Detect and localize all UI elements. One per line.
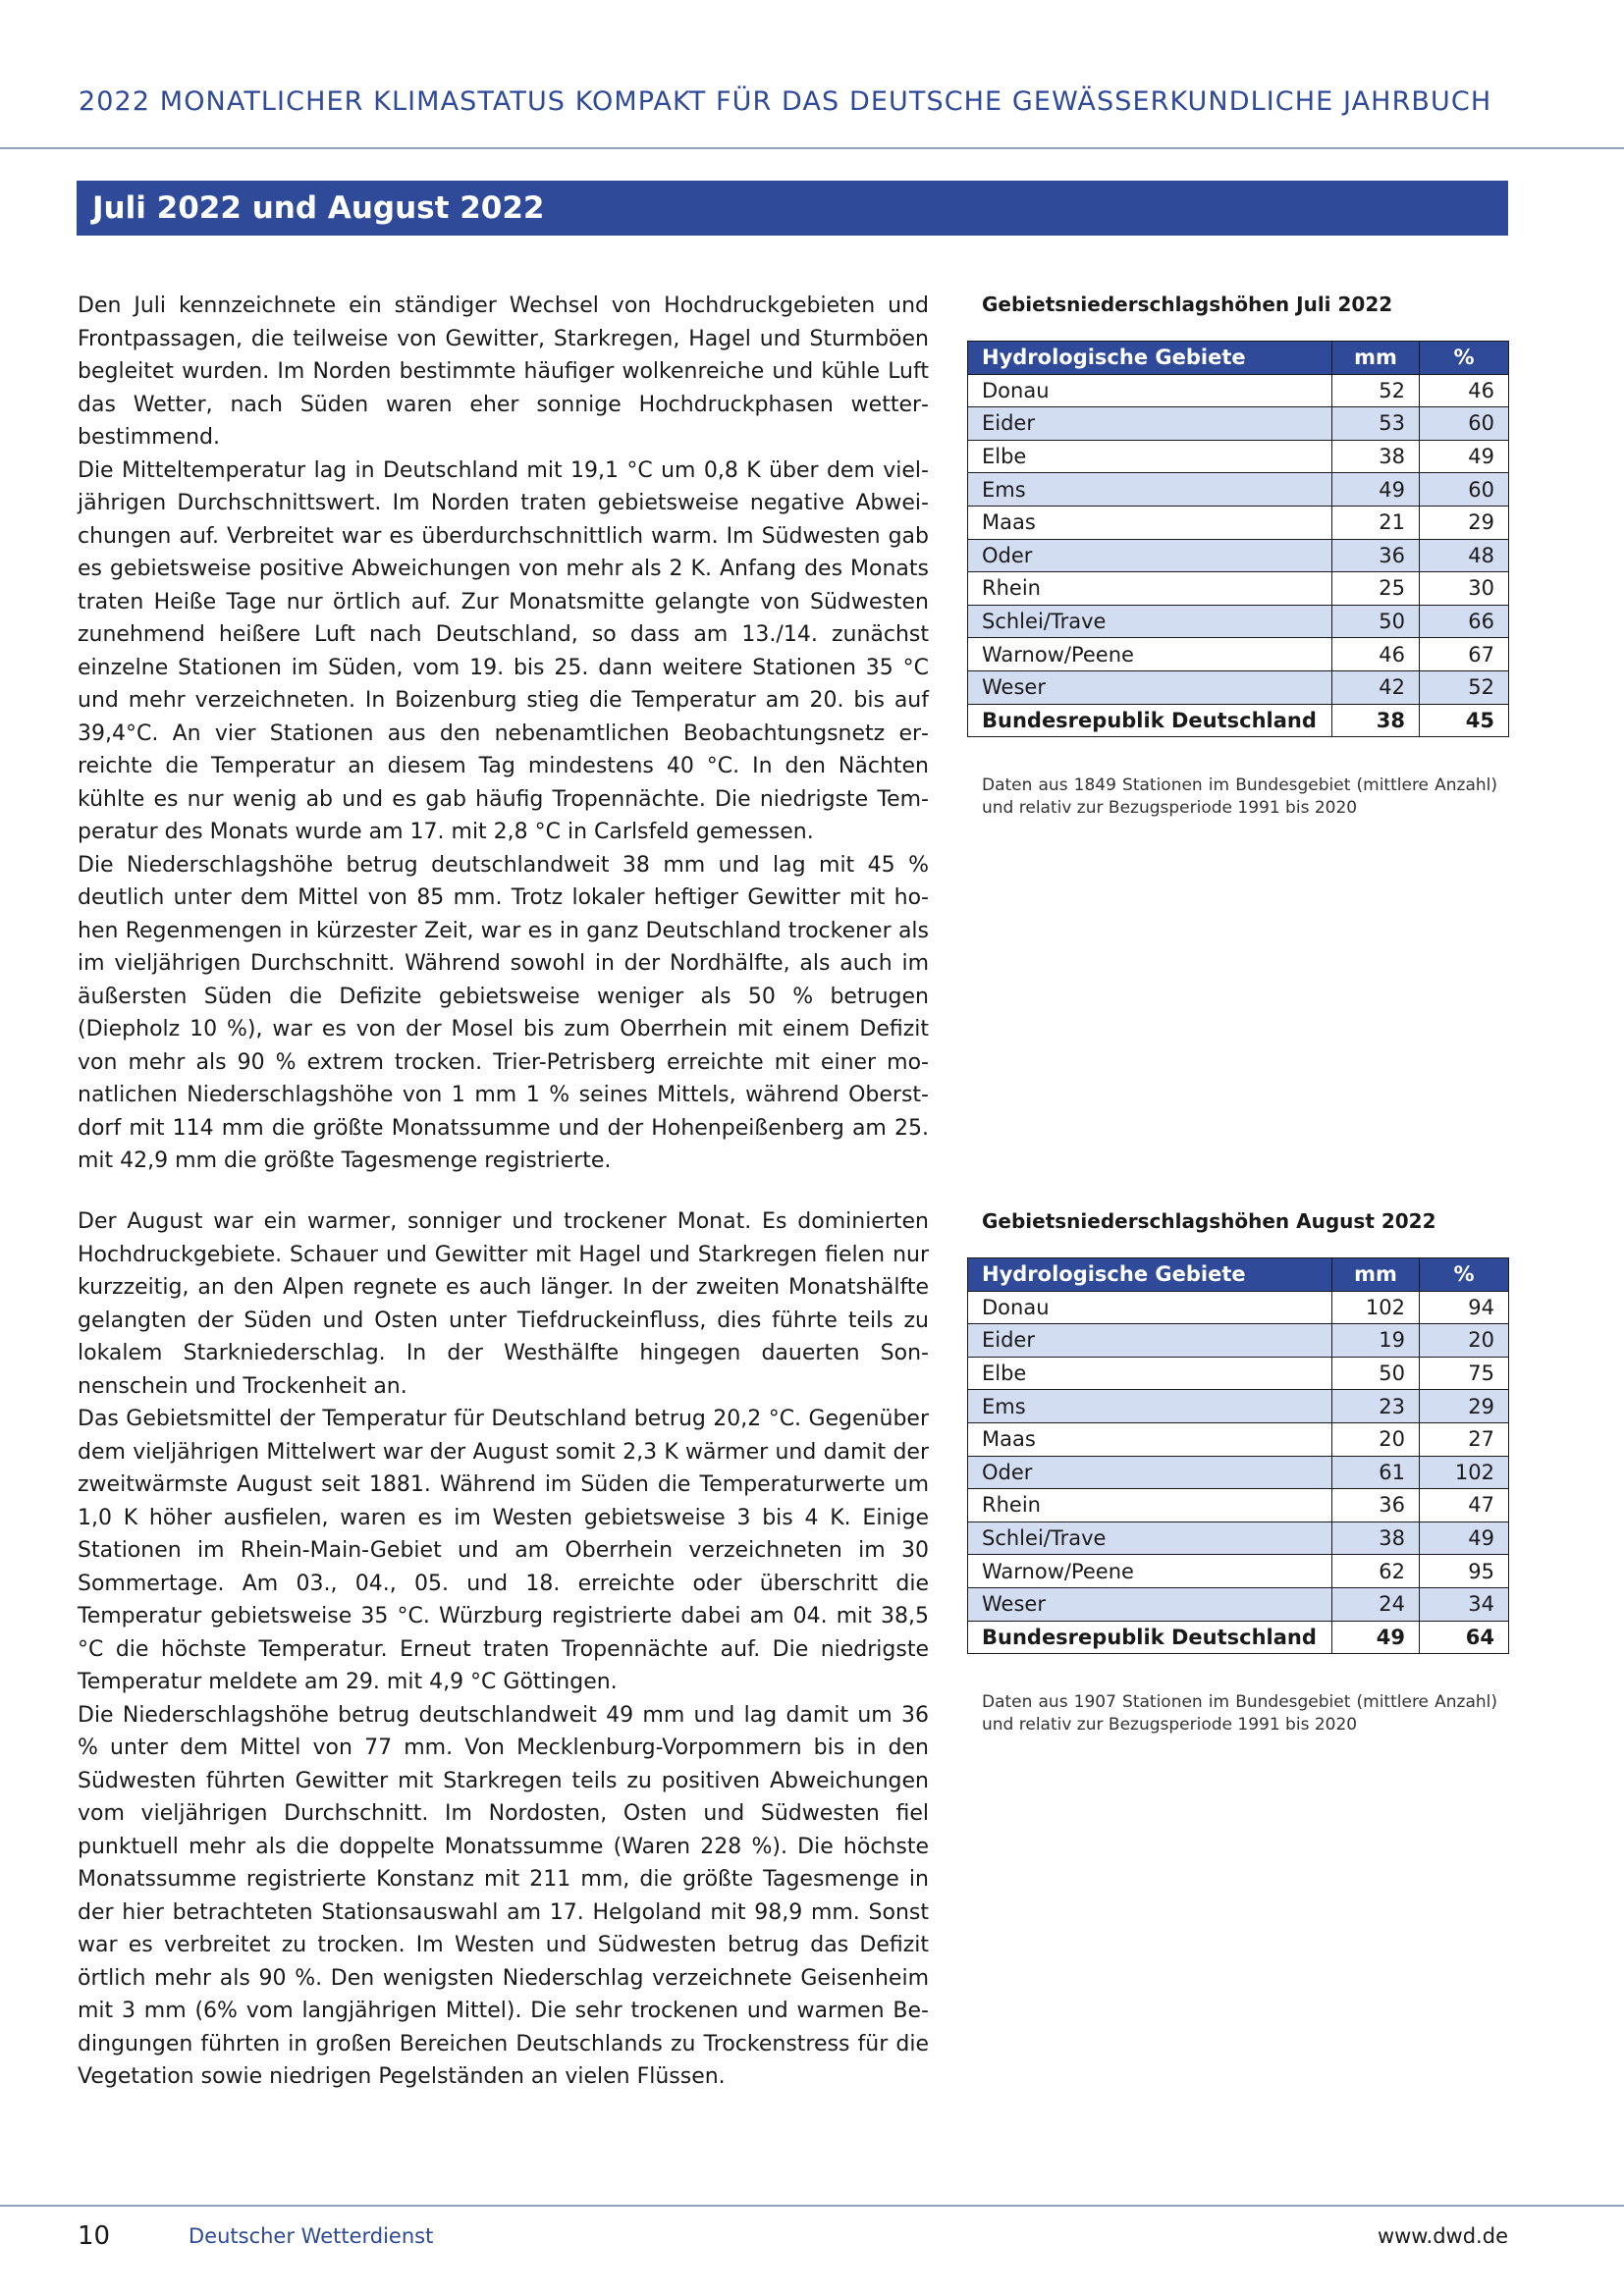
mm-cell: 102	[1332, 1291, 1420, 1324]
section-title-banner: Juli 2022 und August 2022	[77, 181, 1508, 236]
mm-cell: 53	[1332, 407, 1420, 441]
area-cell: Maas	[968, 1422, 1332, 1456]
column-header-area: Hydrologische Gebiete	[968, 342, 1332, 375]
area-cell: Ems	[968, 1390, 1332, 1423]
mm-cell: 52	[1332, 374, 1420, 407]
mm-cell: 50	[1332, 605, 1420, 638]
area-cell: Ems	[968, 473, 1332, 507]
mm-cell: 42	[1332, 670, 1420, 704]
table-row	[968, 374, 1509, 407]
area-cell: Schlei/Trave	[968, 1522, 1332, 1555]
mm-cell: 61	[1332, 1456, 1420, 1489]
table-header-row	[968, 1258, 1509, 1292]
august-paragraph: Die Niederschlagshöhe betrug deutschlandweit 49 mm und lag damit um 36 % unter dem Mittel von 77 mm. Von Mecklenburg-Vorpommern bis in den Südwesten führten Gewitter mit Starkregen teils zu positiven Abweichungen vom vieljährigen Durchschnitt. Im Nordosten, Osten und Südwesten fiel punktuell mehr als die doppelte Monatssumme (Waren 228 %). Die höchste Monatssumme registrierte Konstanz mit 211 mm, die größte Tagesmenge in der hier betrachteten Stationsauswahl am 17. Helgoland mit 98,9 mm. Sonst war es verbreitet zu trocken. Im Westen und Südwesten betrug das Defizit örtlich mehr als 90 %. Den wenigsten Niederschlag verzeichnete Geisenheim mit 3 mm (6% vom langjährigen Mittel). Die sehr trockenen und warmen Bedingungen führten in großen Bereichen Deutschlands zu Trockenstress für die Vegetation sowie niedrigen Pegelständen an vielen Flüssen.	[78, 1702, 929, 2089]
percent-cell: 20	[1420, 1324, 1509, 1358]
table-row	[968, 1422, 1509, 1456]
percent-cell: 66	[1420, 605, 1509, 638]
area-cell: Weser	[968, 670, 1332, 704]
july-table-note: Daten aus 1849 Stationen im Bundesgebiet (mittlere Anzahl) und relativ zur Bezugsperiode 1991 bis 2020	[982, 775, 1497, 818]
mm-cell: 49	[1332, 1621, 1420, 1654]
table-row	[968, 1587, 1509, 1621]
running-header-title: 2022 MONATLICHER KLIMASTATUS KOMPAKT FÜR DAS DEUTSCHE GEWÄSSERKUNDLICHE JAHRBUCH	[79, 86, 1492, 117]
percent-cell: 60	[1420, 407, 1509, 441]
percent-cell: 46	[1420, 374, 1509, 407]
percent-cell: 60	[1420, 473, 1509, 507]
percent-cell: 34	[1420, 1587, 1509, 1621]
percent-cell: 47	[1420, 1489, 1509, 1522]
area-cell: Rhein	[968, 572, 1332, 606]
percent-cell: 64	[1420, 1621, 1509, 1654]
area-cell: Bundesrepublik Deutschland	[968, 704, 1332, 737]
percent-cell: 29	[1420, 1390, 1509, 1423]
mm-cell: 21	[1332, 506, 1420, 539]
percent-cell: 95	[1420, 1555, 1509, 1588]
table-row	[968, 407, 1509, 441]
percent-cell: 49	[1420, 1522, 1509, 1555]
area-cell: Schlei/Trave	[968, 605, 1332, 638]
percent-cell: 75	[1420, 1357, 1509, 1390]
area-cell: Donau	[968, 374, 1332, 407]
august-paragraph: Das Gebietsmittel der Temperatur für Deutschland betrug 20,2 °C. Gegenüber dem vieljährigen Mittelwert war der August somit 2,3 K wärmer und damit der zweitwärmste August seit 1881. Während im Süden die Temperaturwerte um 1,0 K höher ausfielen, waren es im Westen gebietsweise 3 bis 4 K. Einige Stationen im Rhein-Main-Gebiet und am Oberrhein verzeichneten im 30 Sommertage. Am 03., 04., 05. und 18. erreichte oder überschritt die Temperatur gebietsweise 35 °C. Würzburg registrierte dabei am 04. mit 38,5 °C die höchste Temperatur. Erneut traten Tropennächte auf. Die niedrigste Temperatur meldete am 29. mit 4,9 °C Göttingen.	[78, 1407, 929, 1694]
percent-cell: 67	[1420, 638, 1509, 671]
august-text	[78, 1205, 929, 2094]
table-row	[968, 670, 1509, 704]
august-table-title: Gebietsniederschlagshöhen August 2022	[982, 1209, 1436, 1233]
area-cell: Donau	[968, 1291, 1332, 1324]
percent-cell: 48	[1420, 539, 1509, 572]
table-row	[968, 1324, 1509, 1358]
area-cell: Bundesrepublik Deutschland	[968, 1621, 1332, 1654]
column-header-percent: %	[1420, 1258, 1509, 1292]
area-cell: Rhein	[968, 1489, 1332, 1522]
july-precipitation-table	[967, 341, 1509, 737]
mm-cell: 46	[1332, 638, 1420, 671]
table-row	[968, 473, 1509, 507]
table-total-row	[968, 1621, 1509, 1654]
mm-cell: 50	[1332, 1357, 1420, 1390]
percent-cell: 49	[1420, 440, 1509, 473]
percent-cell: 27	[1420, 1422, 1509, 1456]
area-cell: Eider	[968, 407, 1332, 441]
mm-cell: 38	[1332, 1522, 1420, 1555]
mm-cell: 24	[1332, 1587, 1420, 1621]
area-cell: Elbe	[968, 440, 1332, 473]
column-header-percent: %	[1420, 342, 1509, 375]
mm-cell: 38	[1332, 440, 1420, 473]
mm-cell: 20	[1332, 1422, 1420, 1456]
august-paragraph: Der August war ein warmer, sonniger und trockener Monat. Es dominierten Hochdruckgebiete. Schauer und Gewitter mit Hagel und Starkregen fielen nur kurzzeitig, an den Alpen regnete es auch länger. In der zweiten Monatshälfte gelangten der Süden und Osten unter Tiefdruckeinfluss, dies führte teils zu lokalem Starkniederschlag. In der Westhälfte hingegen dauerten Sonnenschein und Trockenheit an.	[78, 1209, 929, 1399]
percent-cell: 30	[1420, 572, 1509, 606]
table-row	[968, 1489, 1509, 1522]
area-cell: Warnow/Peene	[968, 1555, 1332, 1588]
table-row	[968, 1522, 1509, 1555]
column-header-mm: mm	[1332, 342, 1420, 375]
july-table-title: Gebietsniederschlagshöhen Juli 2022	[982, 293, 1393, 316]
mm-cell: 49	[1332, 473, 1420, 507]
table-header-row	[968, 342, 1509, 375]
august-precipitation-table	[967, 1257, 1509, 1654]
percent-cell: 52	[1420, 670, 1509, 704]
table-row	[968, 638, 1509, 671]
mm-cell: 23	[1332, 1390, 1420, 1423]
column-header-area: Hydrologische Gebiete	[968, 1258, 1332, 1292]
mm-cell: 62	[1332, 1555, 1420, 1588]
table-row	[968, 1291, 1509, 1324]
july-paragraph: Den Juli kennzeichnete ein ständiger Wechsel von Hochdruckgebieten und Frontpassagen, die teilweise von Gewitter, Starkregen, Hagel und Sturmböen begleitet wurden. Im Norden bestimmte häufiger wolkenreiche und kühle Luft das Wetter, nach Süden waren eher sonnige Hochdruckphasen wetterbestimmend.	[78, 294, 929, 450]
table-row	[968, 1357, 1509, 1390]
organization-name: Deutscher Wetterdienst	[189, 2224, 434, 2248]
mm-cell: 19	[1332, 1324, 1420, 1358]
july-paragraph: Die Mitteltemperatur lag in Deutschland mit 19,1 °C um 0,8 K über dem vieljährigen Durchschnittswert. Im Norden traten gebietsweise negative Abweichungen auf. Verbreitet war es überdurchschnittlich warm. Im Südwesten gab es gebietsweise positive Abweichungen von mehr als 2 K. Anfang des Monats traten Heiße Tage nur örtlich auf. Zur Monatsmitte gelangte von Südwesten zunehmend heißere Luft nach Deutschland, so dass am 13./14. zunächst einzelne Stationen im Süden, vom 19. bis 25. dann weitere Stationen 35 °C und mehr verzeichneten. In Boizenburg stieg die Temperatur am 20. bis auf 39,4°C. An vier Stationen aus den nebenamtlichen Beobachtungsnetz erreichte die Temperatur an diesem Tag mindestens 40 °C. In den Nächten kühlte es nur wenig ab und es gab häufig Tropennächte. Die niedrigste Temperatur des Monats wurde am 17. mit 2,8 °C in Carlsfeld gemessen.	[78, 457, 929, 844]
mm-cell: 36	[1332, 539, 1420, 572]
table-row	[968, 1456, 1509, 1489]
table-row	[968, 1555, 1509, 1588]
percent-cell: 29	[1420, 506, 1509, 539]
table-row	[968, 605, 1509, 638]
mm-cell: 36	[1332, 1489, 1420, 1522]
column-header-mm: mm	[1332, 1258, 1420, 1292]
percent-cell: 45	[1420, 704, 1509, 737]
table-row	[968, 539, 1509, 572]
area-cell: Maas	[968, 506, 1332, 539]
mm-cell: 25	[1332, 572, 1420, 606]
table-row	[968, 506, 1509, 539]
mm-cell: 38	[1332, 704, 1420, 737]
percent-cell: 94	[1420, 1291, 1509, 1324]
area-cell: Oder	[968, 539, 1332, 572]
website-url: www.dwd.de	[1377, 2224, 1508, 2248]
area-cell: Elbe	[968, 1357, 1332, 1390]
area-cell: Eider	[968, 1324, 1332, 1358]
header-divider	[0, 147, 1624, 149]
august-table-note: Daten aus 1907 Stationen im Bundesgebiet (mittlere Anzahl) und relativ zur Bezugsperiode 1991 bis 2020	[982, 1692, 1497, 1735]
percent-cell: 102	[1420, 1456, 1509, 1489]
july-paragraph: Die Niederschlagshöhe betrug deutschlandweit 38 mm und lag mit 45 % deutlich unter dem Mittel von 85 mm. Trotz lokaler heftiger Gewitter mit hohen Regenmengen in kürzester Zeit, war es in ganz Deutschland trockener als im vieljährigen Durchschnitt. Während sowohl in der Nordhälfte, als auch im äußersten Süden die Defizite gebietsweise weniger als 50 % betrugen (Diepholz 10 %), war es von der Mosel bis zum Oberrhein mit einem Defizit von mehr als 90 % extrem trocken. Trier-Petrisberg erreichte mit einer monatlichen Niederschlagshöhe von 1 mm 1 % seines Mittels, während Oberstdorf mit 114 mm die größte Monatssumme und der Hohenpeißenberg am 25. mit 42,9 mm die größte Tagesmenge registrierte.	[78, 852, 929, 1173]
area-cell: Warnow/Peene	[968, 638, 1332, 671]
footer-divider	[0, 2205, 1624, 2207]
table-total-row	[968, 704, 1509, 737]
area-cell: Oder	[968, 1456, 1332, 1489]
page-number: 10	[78, 2221, 111, 2251]
table-row	[968, 1390, 1509, 1423]
table-row	[968, 572, 1509, 606]
july-text	[78, 290, 929, 1178]
area-cell: Weser	[968, 1587, 1332, 1621]
table-row	[968, 440, 1509, 473]
